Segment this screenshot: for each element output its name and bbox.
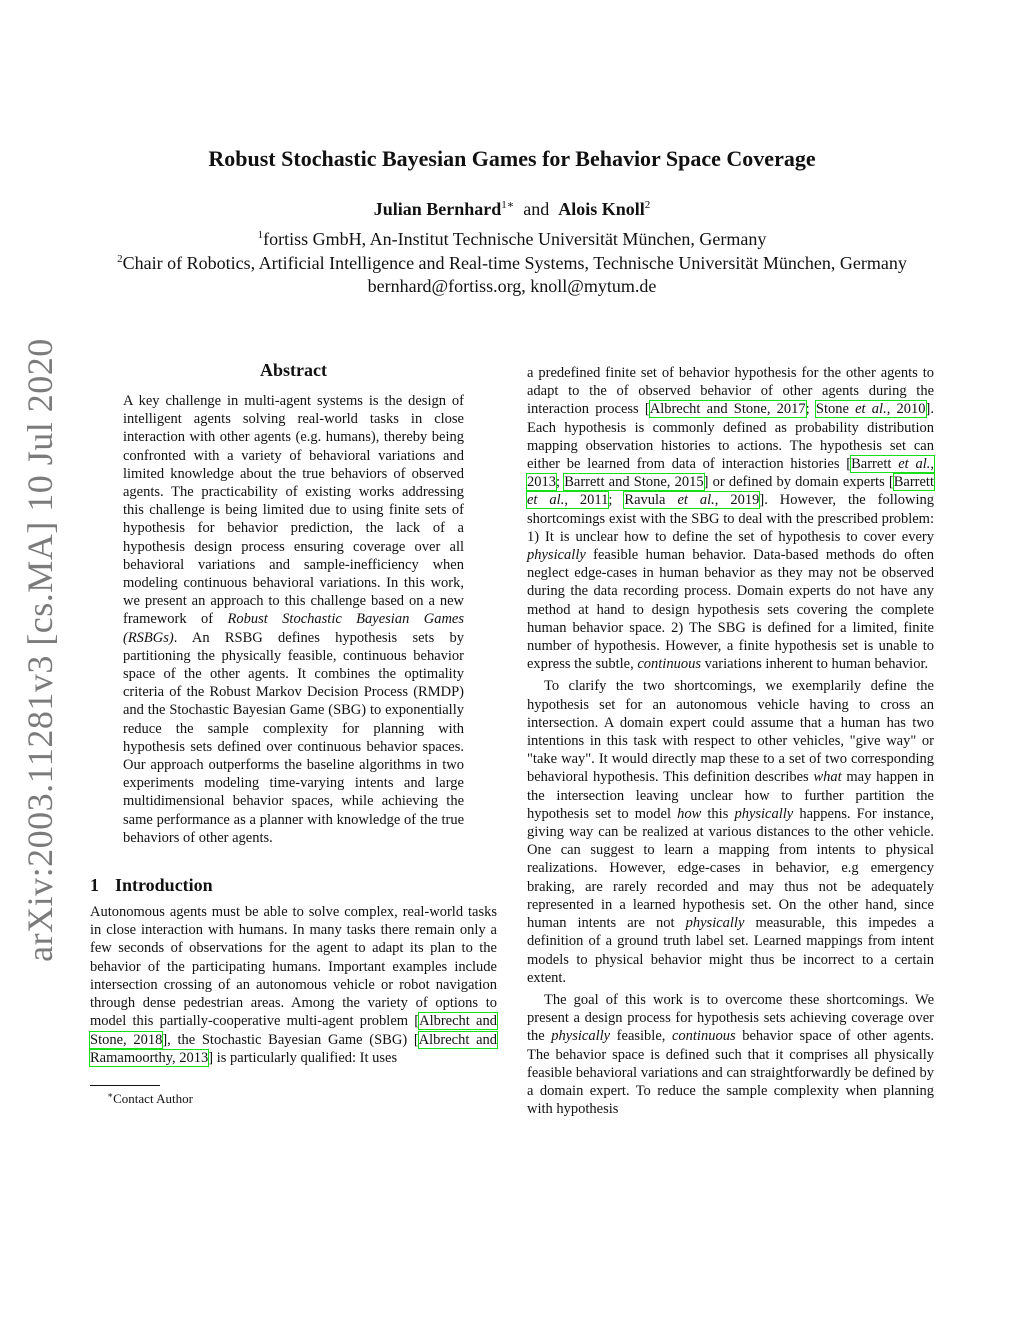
citation-year: , 2013 bbox=[527, 456, 934, 491]
affiliations bbox=[80, 228, 944, 299]
citation-etal: et al. bbox=[527, 492, 565, 509]
paragraph-text: happens. For instance, giving way can be realized at various distances to the other vehicle. One can suggest to learn a mapping from intents to physical realizations. However, edge-cases in behavior, e.g emergency braking, are rarely recorded and may thus not be adequately represented in a learned hypothesis set. On the other hand, since human intents are not bbox=[527, 805, 934, 932]
citation-year: , 2019 bbox=[714, 492, 760, 509]
footnote-rule bbox=[90, 1085, 160, 1086]
citation-etal: et al. bbox=[898, 456, 931, 473]
citation-author: Stone bbox=[815, 401, 856, 418]
emphasis: physically bbox=[527, 547, 586, 564]
paragraph-text: ]. However, the following shortcomings exist with the SBG to deal with the prescribed problem: 1) It is unclear how to define the set of hypothesis to cover every bbox=[527, 492, 935, 545]
paragraph-text: ]. Each hypothesis is commonly defined as probability distribution mapping observation histories to actions. The hypothesis set can either be learned from data of interaction histories [ bbox=[527, 401, 934, 473]
paragraph-text: feasible human behavior. Data-based methods do often neglect edge-cases in human behavior as they may not be observed during the data recording process. Domain experts do not have any method at hand to design hypothesis sets covering the complete human behavior space. 2) The SBG is defined for a limited, finite number of hypothesis. However, a finite hypothesis set is unable to express the subtle, bbox=[527, 547, 934, 673]
citation-author: Ravula bbox=[624, 492, 678, 509]
abstract-body bbox=[123, 392, 464, 847]
author-name: Julian Bernhard bbox=[373, 199, 502, 219]
citation-link[interactable] bbox=[624, 492, 759, 508]
author-joiner: and bbox=[523, 199, 550, 219]
citation-etal: et al. bbox=[855, 401, 887, 418]
affiliation-text: fortiss GmbH, An-Institut Technische Universität München, Germany bbox=[263, 229, 767, 249]
citation-link[interactable] bbox=[816, 401, 926, 417]
emphasis: continuous bbox=[671, 1028, 736, 1045]
footnote-mark: ∗ bbox=[107, 1089, 114, 1100]
emphasis: physically bbox=[685, 915, 745, 932]
paragraph-text: The goal of this work is to overcome these shortcomings. We present a design process for hypothesis sets achieving coverage over the bbox=[527, 991, 934, 1045]
affiliation-text: Chair of Robotics, Artificial Intelligence and Real-time Systems, Technische Universität München, Germany bbox=[122, 252, 907, 273]
abstract-text: A key challenge in multi-agent systems is the design of intelligent agents solving real-world tasks in close interaction with other agents (e.g. humans), thereby being confronted with a variety of behavioral variations and limited knowledge about the true behaviors of observed agents. The practicability of existing works addressing this challenge is being limited due to using finite sets of hypothesis for behavior prediction, the lack of a hypothesis design process ensuring coverage over all behavioral variations and sample-inefficiency when modeling continuous behavioral variations. In this work, we present an approach to this challenge based on a new framework of bbox=[123, 393, 464, 628]
section-title: Introduction bbox=[115, 875, 213, 896]
section-heading-introduction bbox=[90, 875, 497, 896]
paragraph-text: ], the Stochastic Bayesian Game (SBG) [ bbox=[162, 1031, 419, 1048]
citation-separator: ; bbox=[556, 474, 565, 491]
affiliation-superscript: 2 bbox=[117, 252, 123, 265]
citation-separator: ; bbox=[805, 401, 816, 418]
affiliation-line bbox=[80, 228, 944, 252]
left-column bbox=[90, 360, 497, 1107]
body-paragraph bbox=[527, 364, 934, 673]
right-column bbox=[527, 364, 934, 1118]
affiliation-line bbox=[80, 252, 944, 276]
abstract-text: . An RSBG defines hypothesis sets by partitioning the physically feasible, continuous behavior space of the other agents. It combines the optimality criteria of the Robust Markov Decision Process (RMDP) and the Stochastic Bayesian Game (SBG) to exponentially reduce the sample complexity for planning with hypothesis sets defined over continuous behavior spaces. Our approach outperforms the baseline algorithms in two experiments modeling time-varying intents and large multidimensional behavior spaces, while achieving the same performance as a planner with knowledge of the true behaviors of other agents. bbox=[123, 629, 464, 846]
citation-etal: et al. bbox=[677, 492, 715, 509]
footnote bbox=[107, 1091, 497, 1107]
citation-author: Barrett bbox=[851, 456, 899, 473]
intro-paragraph bbox=[90, 903, 497, 1067]
author-superscript: 1∗ bbox=[501, 199, 515, 211]
emphasis: continuous bbox=[637, 656, 701, 673]
paragraph-text: ] is particularly qualified: It uses bbox=[208, 1049, 398, 1066]
citation-link[interactable]: Barrett and Stone, 2015 bbox=[564, 474, 704, 491]
section-number: 1 bbox=[90, 875, 99, 896]
paragraph-text: may happen in the intersection leaving unclear how to further partition the hypothesis set to model bbox=[527, 769, 934, 822]
emphasis: how bbox=[677, 805, 702, 822]
paragraph-text: a predefined finite set of behavior hypothesis for the other agents to adapt to the of observed behavior of other agents during the interaction process [ bbox=[527, 365, 934, 418]
citation-year: , 2010 bbox=[886, 401, 926, 418]
paragraph-text: ] or defined by domain experts [ bbox=[703, 474, 894, 491]
arxiv-sidebar bbox=[10, 338, 70, 962]
citation-link[interactable]: Albrecht and Stone, 2017 bbox=[649, 401, 806, 418]
paragraph-text: variations inherent to human behavior. bbox=[700, 656, 929, 673]
author-superscript: 2 bbox=[644, 199, 651, 211]
emphasis: physically bbox=[734, 805, 794, 822]
paper-title: Robust Stochastic Bayesian Games for Behavior Space Coverage bbox=[208, 146, 816, 171]
arxiv-identifier: arXiv:2003.11281v3 [cs.MA] 10 Jul 2020 bbox=[20, 338, 60, 962]
citation-link[interactable]: Albrecht and Stone, 2018 bbox=[90, 1013, 497, 1048]
paragraph-text: feasible, bbox=[610, 1028, 672, 1045]
affiliation-superscript: 1 bbox=[257, 229, 264, 241]
emphasis: what bbox=[813, 769, 842, 786]
author-name: Alois Knoll bbox=[558, 199, 645, 219]
paragraph-text: To clarify the two shortcomings, we exemplarily define the hypothesis set for an autonomous vehicle having to cross an intersection. A domain expert could assume that a human has two intentions in this task with respect to other vehicles, "give way" or "take way". It would directly map these to a set of two corresponding behavioral hypothesis. This definition describes bbox=[527, 678, 934, 786]
body-paragraph bbox=[527, 991, 934, 1118]
paragraph-text: measurable, this impedes a definition of a ground truth label set. Learned mappings from intent models to physical behavior might thus be incorrect to a certain extent. bbox=[527, 915, 935, 986]
abstract-heading: Abstract bbox=[260, 360, 327, 380]
body-paragraph bbox=[527, 677, 934, 986]
author-line bbox=[0, 199, 1024, 220]
citation-separator: ; bbox=[608, 492, 625, 509]
paragraph-text: behavior space of other agents. The behavior space is defined such that it comprises all physically feasible behavioral variations and can straightforwardly be defined by a domain expert. To reduce the sample complexity when planning with hypothesis bbox=[527, 1028, 934, 1118]
citation-year: , 2011 bbox=[564, 492, 609, 509]
citation-link[interactable]: Albrecht and Ramamoorthy, 2013 bbox=[90, 1031, 498, 1066]
citation-author: Barrett bbox=[893, 474, 934, 491]
author-emails: bernhard@fortiss.org, knoll@mytum.de bbox=[367, 276, 657, 296]
paragraph-text: Autonomous agents must be able to solve complex, real-world tasks in close interaction with humans. In many tasks there remain only a few seconds of observations for the agent to adapt its plan to the behavior of the participating humans. Important examples include intersection crossing of an autonomous vehicle or robot navigation through dense pedestrian areas. Among the variety of options to model this partially-cooperative multi-agent problem [ bbox=[90, 904, 497, 1030]
footnote-text: Contact Author bbox=[113, 1090, 193, 1106]
emphasis: physically bbox=[551, 1028, 611, 1045]
paragraph-text: this bbox=[701, 805, 735, 822]
abstract-emphasis: Robust Stochastic Bayesian Games (RSBGs) bbox=[123, 611, 465, 646]
